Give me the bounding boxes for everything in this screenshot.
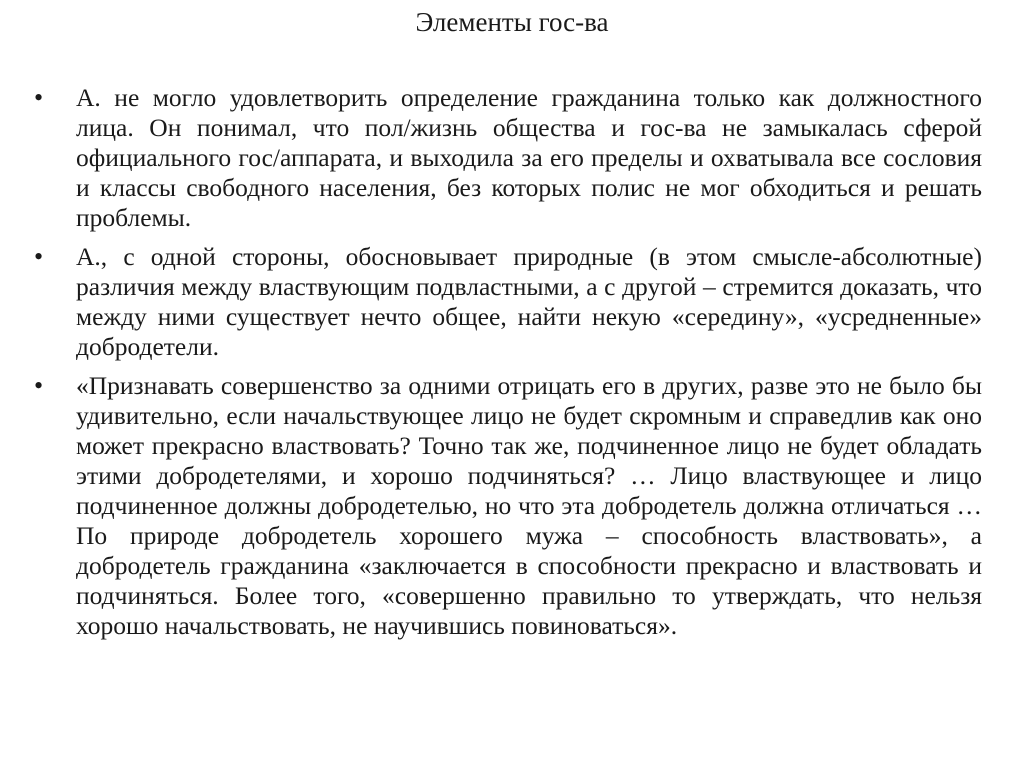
bullet-text: «Признавать совершенство за одними отрицать его в других, разве это не было бы удивительно, если начальствующее лицо не будет скромным и справедлив как оно может прекрасно властвовать? Точно так же, подчиненное лицо не будет обладать этими добродетелями, и хорошо подчиняться? … Лицо властвующее и лицо подчиненное должны добродетелью, но что эта добродетель должна отличаться … По природе добродетель хорошего мужа – способность властвовать», а добродетель гражданина «заключается в способности прекрасно и властвовать и подчиняться. Более того, «совершенно правильно то утверждать, что нельзя хорошо начальствовать, не научившись повиноваться». bbox=[76, 371, 982, 640]
bullet-marker: • bbox=[34, 371, 44, 400]
bullet-marker: • bbox=[34, 83, 44, 112]
slide-title: Элементы гос-ва bbox=[415, 7, 609, 37]
bullet-item-3 bbox=[34, 371, 982, 641]
bullet-list bbox=[34, 83, 982, 650]
bullet-item-1 bbox=[34, 83, 982, 233]
bullet-item-2 bbox=[34, 242, 982, 362]
bullet-text: А. не могло удовлетворить определение гражданина только как должностного лица. Он понимал, что пол/жизнь общества и гос-ва не замыкалась сферой официального гос/аппарата, и выходила за его пределы и охватывала все сословия и классы свободного населения, без которых полис не мог обходиться и решать проблемы. bbox=[76, 83, 982, 232]
bullet-text: А., с одной стороны, обосновывает природные (в этом смысле-абсолютные) различия между властвующим подвластными, а с другой – стремится доказать, что между ними существует нечто общее, найти некую «середину», «усредненные» добродетели. bbox=[76, 242, 982, 361]
bullet-marker: • bbox=[34, 242, 44, 271]
